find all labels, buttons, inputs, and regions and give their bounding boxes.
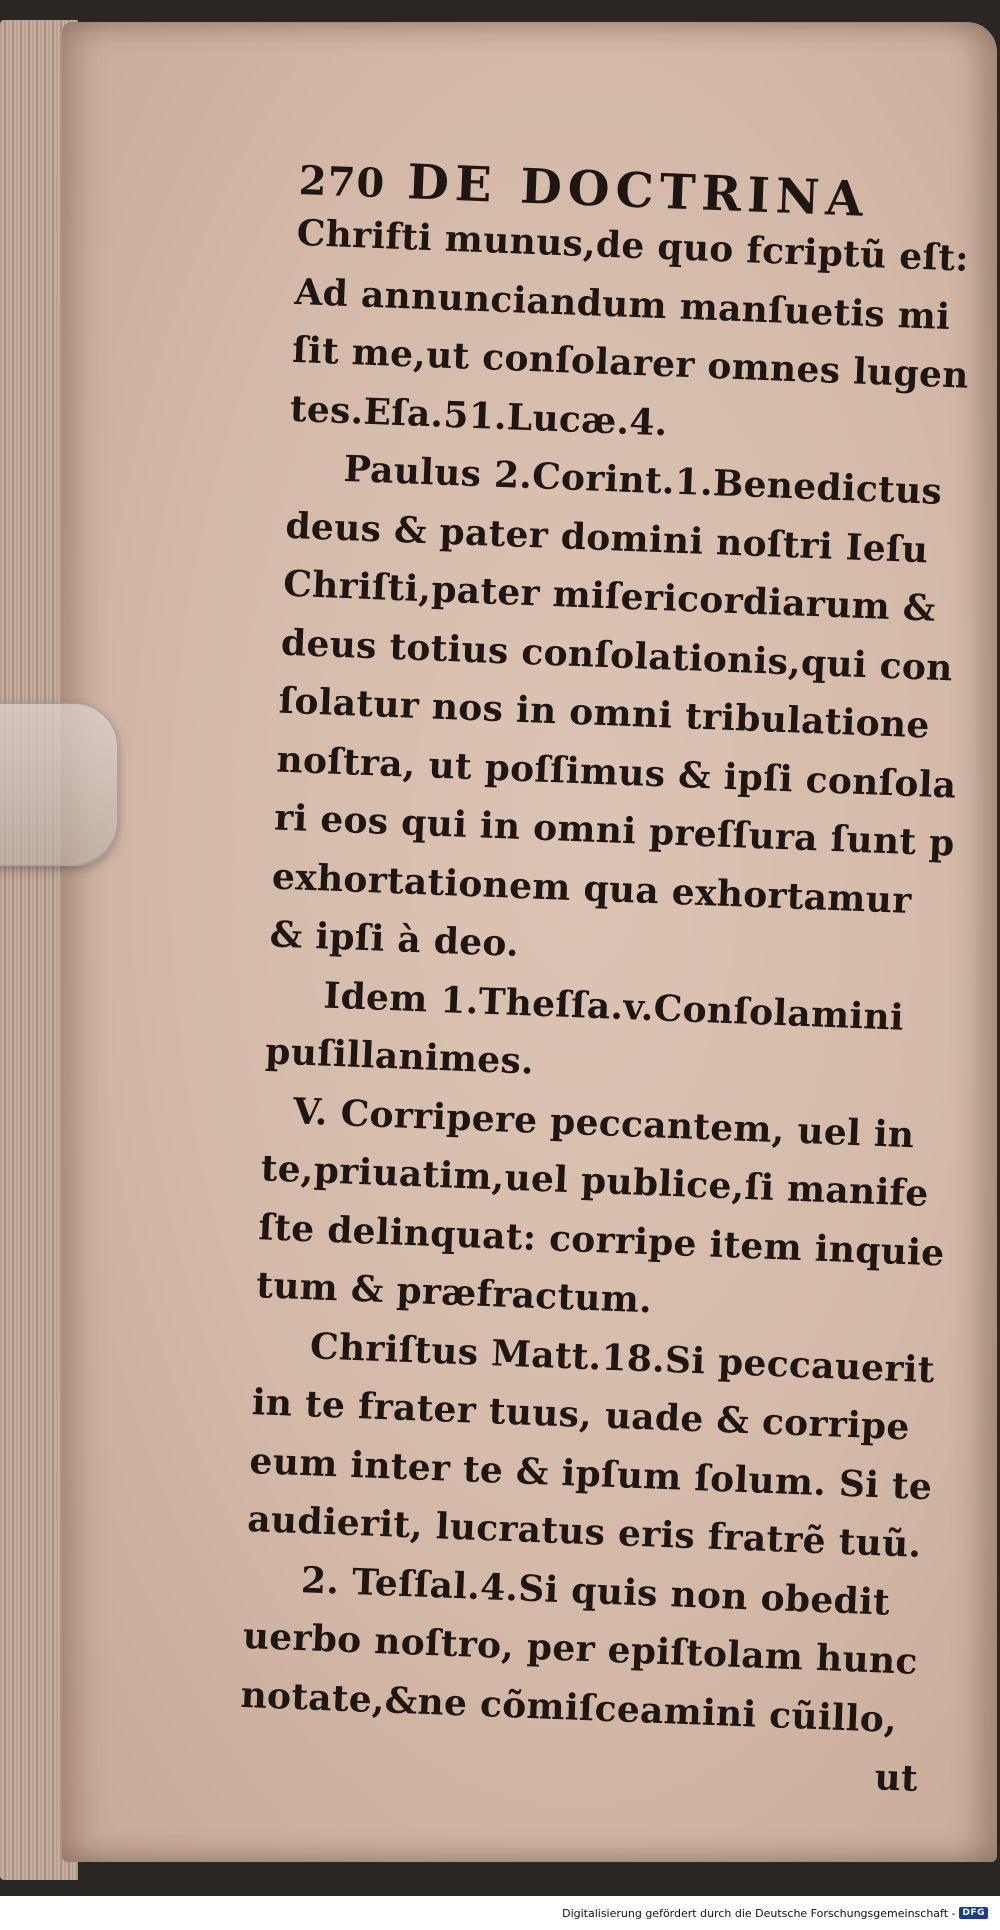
text-line: ri eos qui in omni preſſura ſunt p: [273, 796, 956, 865]
text-line: Chrifti munus,de quo fcriptũ eſt:: [296, 211, 970, 280]
page-text-block: [237, 150, 999, 1809]
text-line: puſillanimes.: [264, 1030, 535, 1083]
text-line: te,priuatim,uel publice,ſi manife: [260, 1147, 930, 1215]
text-line: 2. Teſſal.4.Si quis non obedit: [300, 1558, 891, 1624]
text-line: Ad annunciandum manſuetis mi: [293, 270, 952, 338]
text-line: exhortationem qua exhortamur: [271, 854, 913, 922]
text-line: eum inter te & ipſum ſolum. Si te: [248, 1439, 933, 1508]
digitization-note: Digitalisierung gefördert durch die Deutsche Forschungsgemeinschaft -: [562, 1906, 956, 1920]
text-line: noſtra, ut poſſimus & ipſi conſola: [275, 738, 958, 807]
text-line: V. Corripere peccantem, uel in: [292, 1089, 916, 1156]
text-line: ſte delinquat: corripe item inquie: [257, 1205, 946, 1275]
text-line: uerbo noſtro, per epiſtolam hunc: [242, 1614, 919, 1683]
text-line: deus totius conſolationis,qui con: [280, 621, 954, 689]
text-line: Paulus 2.Corint.1.Benedictus: [342, 447, 943, 513]
text-line: tes.Eſa.51.Lucæ.4.: [289, 387, 669, 444]
digitization-footer: [0, 1896, 1000, 1930]
text-line: ſolatur nos in omni tribulatione: [278, 679, 931, 747]
catchword: ut: [873, 1756, 919, 1800]
text-line: & ipſi à deo.: [269, 913, 520, 965]
text-line: deus & pater domini noſtri Ieſu: [284, 504, 930, 571]
page-number: 270: [297, 156, 387, 208]
text-line: audierit, lucratus eris fratrẽ tuũ.: [246, 1498, 923, 1566]
text-line: ſit me,ut conſolarer omnes lugen: [291, 328, 970, 397]
text-line: Chriſtus Matt.18.Si peccauerit: [309, 1324, 936, 1391]
text-line: Idem 1.Theſſa.v.Conſolamini: [322, 974, 905, 1039]
text-line: Chriſti,pater miſericordiarum &: [282, 562, 937, 630]
running-head: DE DOCTRINA: [406, 154, 870, 228]
text-line: in te frater tuus, uade & corripe: [251, 1381, 911, 1449]
body-text: [237, 204, 997, 1809]
page-clip: [0, 702, 119, 866]
dfg-logo-icon: DFG: [959, 1907, 988, 1919]
text-line: notate,&ne cõmiſceamini cũillo,: [239, 1673, 898, 1741]
text-line: tum & præfractum.: [255, 1264, 653, 1322]
